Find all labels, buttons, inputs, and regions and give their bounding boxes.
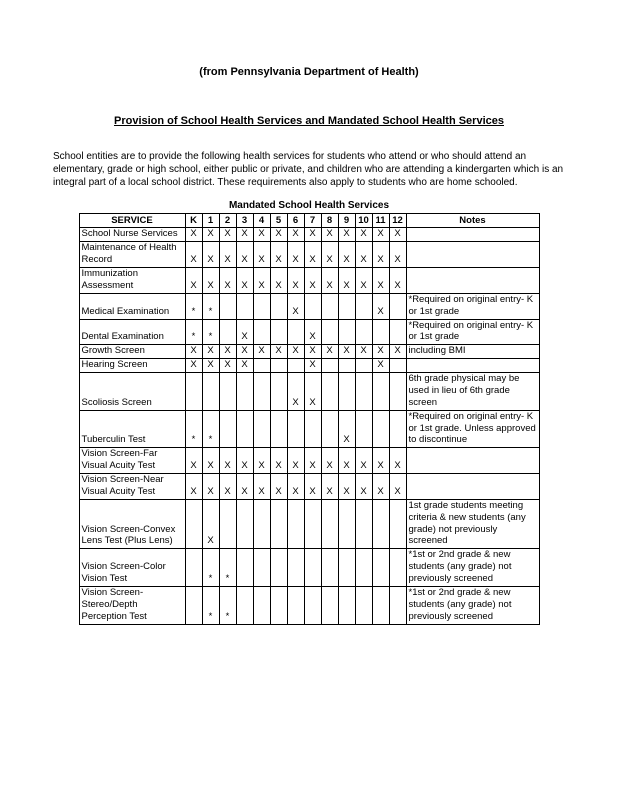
grade-mark [270,319,287,345]
grade-mark [219,410,236,448]
grade-mark: X [304,345,321,359]
grade-mark: X [304,373,321,411]
grade-mark: X [185,228,202,242]
table-row [79,242,539,268]
grade-mark: X [202,448,219,474]
grade-mark: X [338,242,355,268]
grade-mark [389,373,406,411]
grade-mark [321,499,338,549]
grade-mark [355,549,372,587]
grade-mark [372,410,389,448]
grade-mark [270,586,287,624]
table-caption: Mandated School Health Services [228,199,390,211]
grade-mark: X [270,474,287,500]
grade-mark: X [219,345,236,359]
grade-mark: X [253,448,270,474]
grade-mark [304,499,321,549]
grade-mark: X [338,474,355,500]
grade-mark [338,586,355,624]
grade-mark: * [202,319,219,345]
grade-mark: X [372,345,389,359]
grade-mark: X [372,268,389,294]
column-header-8: 8 [321,213,338,228]
grade-mark: X [219,228,236,242]
column-header-9: 9 [338,213,355,228]
grade-mark [287,549,304,587]
grade-mark: X [355,268,372,294]
grade-mark [287,319,304,345]
services-table [79,213,540,625]
grade-mark [321,410,338,448]
column-header-7: 7 [304,213,321,228]
grade-mark: X [219,242,236,268]
grade-mark: X [253,228,270,242]
grade-mark: X [236,319,253,345]
table-row [79,549,539,587]
grade-mark: * [219,549,236,587]
grade-mark [372,586,389,624]
grade-mark: X [253,268,270,294]
service-notes: *1st or 2nd grade & new students (any grade) not previously screened [406,586,539,624]
grade-mark [355,359,372,373]
grade-mark [321,319,338,345]
grade-mark: X [355,474,372,500]
table-row [79,474,539,500]
service-notes: including BMI [406,345,539,359]
grade-mark [253,586,270,624]
column-header-1: 1 [202,213,219,228]
grade-mark [355,410,372,448]
column-header-4: 4 [253,213,270,228]
grade-mark: X [321,268,338,294]
service-notes [406,474,539,500]
grade-mark: X [202,242,219,268]
grade-mark: X [304,268,321,294]
service-name: Immunization Assessment [79,268,185,294]
grade-mark [338,359,355,373]
grade-mark [338,373,355,411]
grade-mark: X [253,242,270,268]
grade-mark [321,586,338,624]
grade-mark [389,499,406,549]
grade-mark [355,499,372,549]
service-name: Maintenance of Health Record [79,242,185,268]
grade-mark: X [236,474,253,500]
column-header-12: 12 [389,213,406,228]
column-header-10: 10 [355,213,372,228]
grade-mark [287,359,304,373]
grade-mark [338,549,355,587]
grade-mark: X [270,228,287,242]
column-header-6: 6 [287,213,304,228]
table-row [79,359,539,373]
grade-mark: X [270,448,287,474]
grade-mark [304,293,321,319]
grade-mark: X [338,448,355,474]
column-header-5: 5 [270,213,287,228]
grade-mark [287,586,304,624]
service-notes [406,448,539,474]
grade-mark: X [287,474,304,500]
grade-mark: X [321,448,338,474]
grade-mark: X [304,448,321,474]
grade-mark: X [185,448,202,474]
grade-mark: X [355,448,372,474]
grade-mark: X [202,499,219,549]
grade-mark: X [185,345,202,359]
grade-mark [219,499,236,549]
grade-mark [185,549,202,587]
grade-mark: X [355,228,372,242]
grade-mark: X [389,474,406,500]
table-row [79,499,539,549]
table-row [79,345,539,359]
service-name: Vision Screen-Near Visual Acuity Test [79,474,185,500]
grade-mark: X [236,448,253,474]
grade-mark: X [389,242,406,268]
grade-mark: X [287,373,304,411]
grade-mark: X [202,359,219,373]
grade-mark [253,549,270,587]
column-header-notes: Notes [406,213,539,228]
grade-mark: * [185,293,202,319]
grade-mark [338,499,355,549]
service-notes [406,359,539,373]
grade-mark: X [304,242,321,268]
grade-mark: X [372,228,389,242]
grade-mark [304,549,321,587]
grade-mark [321,359,338,373]
grade-mark [389,410,406,448]
grade-mark [304,410,321,448]
grade-mark [219,293,236,319]
service-name: Dental Examination [79,319,185,345]
table-row [79,410,539,448]
service-name: School Nurse Services [79,228,185,242]
grade-mark: X [338,345,355,359]
column-header-2: 2 [219,213,236,228]
table-row [79,228,539,242]
service-notes: *Required on original entry- K or 1st grade. Unless approved to discontinue [406,410,539,448]
grade-mark [253,359,270,373]
grade-mark: X [304,359,321,373]
grade-mark: X [202,345,219,359]
service-name: Medical Examination [79,293,185,319]
grade-mark: X [287,268,304,294]
service-name: Vision Screen-Color Vision Test [79,549,185,587]
service-name: Hearing Screen [79,359,185,373]
grade-mark [270,373,287,411]
grade-mark [355,586,372,624]
grade-mark: X [338,228,355,242]
grade-mark [185,586,202,624]
grade-mark: X [185,359,202,373]
grade-mark: X [372,293,389,319]
grade-mark [236,499,253,549]
grade-mark: X [372,474,389,500]
grade-mark: X [202,268,219,294]
grade-mark: X [304,474,321,500]
grade-mark [355,373,372,411]
grade-mark: * [185,319,202,345]
service-notes: *Required on original entry- K or 1st grade [406,293,539,319]
grade-mark: X [338,410,355,448]
grade-mark: X [219,474,236,500]
grade-mark: X [253,345,270,359]
grade-mark [372,319,389,345]
grade-mark [253,319,270,345]
grade-mark [372,373,389,411]
column-header-11: 11 [372,213,389,228]
service-name: Vision Screen-Far Visual Acuity Test [79,448,185,474]
table-row [79,586,539,624]
column-header-k: K [185,213,202,228]
table-row [79,448,539,474]
service-name: Vision Screen-Stereo/Depth Perception Test [79,586,185,624]
grade-mark [185,499,202,549]
document-title: Provision of School Health Services and Mandated School Health Services [113,115,504,127]
grade-mark: X [304,228,321,242]
grade-mark [219,319,236,345]
grade-mark [355,319,372,345]
grade-mark: X [287,228,304,242]
grade-mark: * [202,410,219,448]
grade-mark [372,499,389,549]
grade-mark [338,319,355,345]
service-name: Growth Screen [79,345,185,359]
grade-mark [270,410,287,448]
table-row [79,293,539,319]
grade-mark [236,586,253,624]
grade-mark: * [202,293,219,319]
grade-mark: X [185,474,202,500]
grade-mark: X [219,359,236,373]
grade-mark: X [338,268,355,294]
table-row [79,268,539,294]
grade-mark [185,373,202,411]
table-row [79,319,539,345]
grade-mark: X [270,345,287,359]
grade-mark [270,359,287,373]
grade-mark [270,499,287,549]
service-name: Tuberculin Test [79,410,185,448]
grade-mark [389,319,406,345]
grade-mark: X [236,268,253,294]
grade-mark [389,359,406,373]
grade-mark [372,549,389,587]
grade-mark: X [253,474,270,500]
grade-mark: X [236,359,253,373]
grade-mark [253,373,270,411]
grade-mark [236,293,253,319]
grade-mark: X [185,242,202,268]
column-header-3: 3 [236,213,253,228]
grade-mark [236,410,253,448]
grade-mark [253,499,270,549]
service-notes: *1st or 2nd grade & new students (any grade) not previously screened [406,549,539,587]
grade-mark [389,293,406,319]
grade-mark [253,410,270,448]
grade-mark: X [219,448,236,474]
service-notes [406,228,539,242]
service-name: Scoliosis Screen [79,373,185,411]
intro-paragraph: School entities are to provide the following health services for students who attend or who should attend an elementary, grade or high school, either public or private, and children who are attending a kindergarten which is an integral part of a local school district. These requirements also apply to students who are home schooled. [53,151,564,189]
grade-mark [219,373,236,411]
grade-mark: X [270,242,287,268]
service-notes [406,268,539,294]
grade-mark: X [321,474,338,500]
grade-mark: X [185,268,202,294]
grade-mark [338,293,355,319]
grade-mark [270,293,287,319]
grade-mark [236,373,253,411]
table-header-row [79,213,539,228]
grade-mark: X [389,345,406,359]
grade-mark: X [287,345,304,359]
grade-mark: X [287,242,304,268]
grade-mark [253,293,270,319]
services-table-body [79,228,539,624]
service-notes [406,242,539,268]
column-header-service: SERVICE [79,213,185,228]
grade-mark: X [355,242,372,268]
grade-mark: X [372,359,389,373]
grade-mark: X [236,242,253,268]
grade-mark: X [287,293,304,319]
grade-mark [304,586,321,624]
grade-mark: * [202,586,219,624]
grade-mark [321,373,338,411]
grade-mark: X [202,474,219,500]
service-notes: 6th grade physical may be used in lieu of 6th grade screen [406,373,539,411]
grade-mark [202,373,219,411]
grade-mark [389,586,406,624]
grade-mark: X [236,228,253,242]
grade-mark: X [372,448,389,474]
grade-mark: * [185,410,202,448]
grade-mark: X [321,242,338,268]
grade-mark: X [270,268,287,294]
grade-mark [355,293,372,319]
grade-mark: X [219,268,236,294]
grade-mark [236,549,253,587]
grade-mark: X [372,242,389,268]
grade-mark: X [389,228,406,242]
grade-mark: X [389,448,406,474]
grade-mark [321,549,338,587]
grade-mark: * [219,586,236,624]
table-row [79,373,539,411]
grade-mark: X [355,345,372,359]
grade-mark: X [321,345,338,359]
service-name: Vision Screen-Convex Lens Test (Plus Lens) [79,499,185,549]
attribution-line: (from Pennsylvania Department of Health) [199,66,419,78]
grade-mark: X [389,268,406,294]
grade-mark: * [202,549,219,587]
grade-mark: X [202,228,219,242]
service-notes: *Required on original entry- K or 1st grade [406,319,539,345]
grade-mark [389,549,406,587]
service-notes: 1st grade students meeting criteria & new students (any grade) not previously screened [406,499,539,549]
grade-mark: X [287,448,304,474]
grade-mark [287,410,304,448]
grade-mark: X [304,319,321,345]
grade-mark [321,293,338,319]
grade-mark [287,499,304,549]
grade-mark: X [321,228,338,242]
grade-mark [270,549,287,587]
grade-mark: X [236,345,253,359]
